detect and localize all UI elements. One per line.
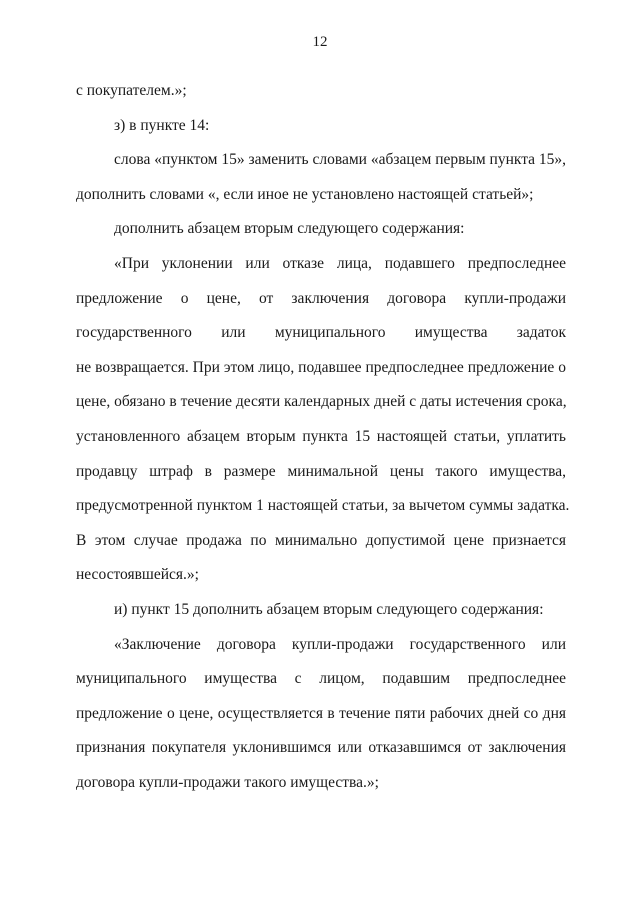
text-line: цене, обязано в течение десяти календарных дней с даты истечения срока, <box>76 393 567 411</box>
text-line: с покупателем.»; <box>76 82 187 99</box>
text-line: установленного абзацем вторым пункта 15 настоящей статьи, уплатить <box>76 427 566 445</box>
paragraph-4 <box>76 212 566 247</box>
text-line: государственного или муниципального имущества задаток <box>76 324 566 342</box>
text-line: з) в пункте 14: <box>114 116 210 134</box>
paragraph-2 <box>76 109 566 144</box>
paragraph-5 <box>76 247 570 593</box>
text-line: предложение о цене, от заключения договора купли-продажи <box>76 289 566 307</box>
paragraph-1 <box>76 74 566 109</box>
page-number: 12 <box>312 34 328 50</box>
text-line: несостоявшейся.»; <box>76 566 199 584</box>
text-line: предусмотренной пунктом 1 настоящей статьи, за вычетом суммы задатка. <box>76 497 570 515</box>
text-line: и) пункт 15 дополнить абзацем вторым следующего содержания: <box>114 600 544 618</box>
text-line: предложение о цене, осуществляется в течение пяти рабочих дней со дня <box>76 704 566 722</box>
text-line: не возвращается. При этом лицо, подавшее предпоследнее предложение о <box>76 358 566 376</box>
document-body <box>76 74 570 800</box>
paragraph-7 <box>76 628 566 801</box>
text-line: продавцу штраф в размере минимальной цены такого имущества, <box>76 462 566 480</box>
text-line: «Заключение договора купли-продажи государственного или <box>114 635 566 653</box>
text-line: признания покупателя уклонившимся или отказавшимся от заключения <box>76 739 566 757</box>
text-line: В этом случае продажа по минимально допустимой цене признается <box>76 531 566 549</box>
paragraph-3 <box>76 143 566 212</box>
text-line: дополнить словами «, если иное не установлено настоящей статьей»; <box>76 185 534 203</box>
paragraph-6 <box>76 593 566 628</box>
text-line: слова «пунктом 15» заменить словами «абзацем первым пункта 15», <box>114 151 567 169</box>
text-line: муниципального имущества с лицом, подавшим предпоследнее <box>76 670 566 688</box>
text-line: «При уклонении или отказе лица, подавшего предпоследнее <box>114 254 566 272</box>
text-line: дополнить абзацем вторым следующего содержания: <box>114 220 465 238</box>
text-line: договора купли-продажи такого имущества.»; <box>76 773 379 791</box>
